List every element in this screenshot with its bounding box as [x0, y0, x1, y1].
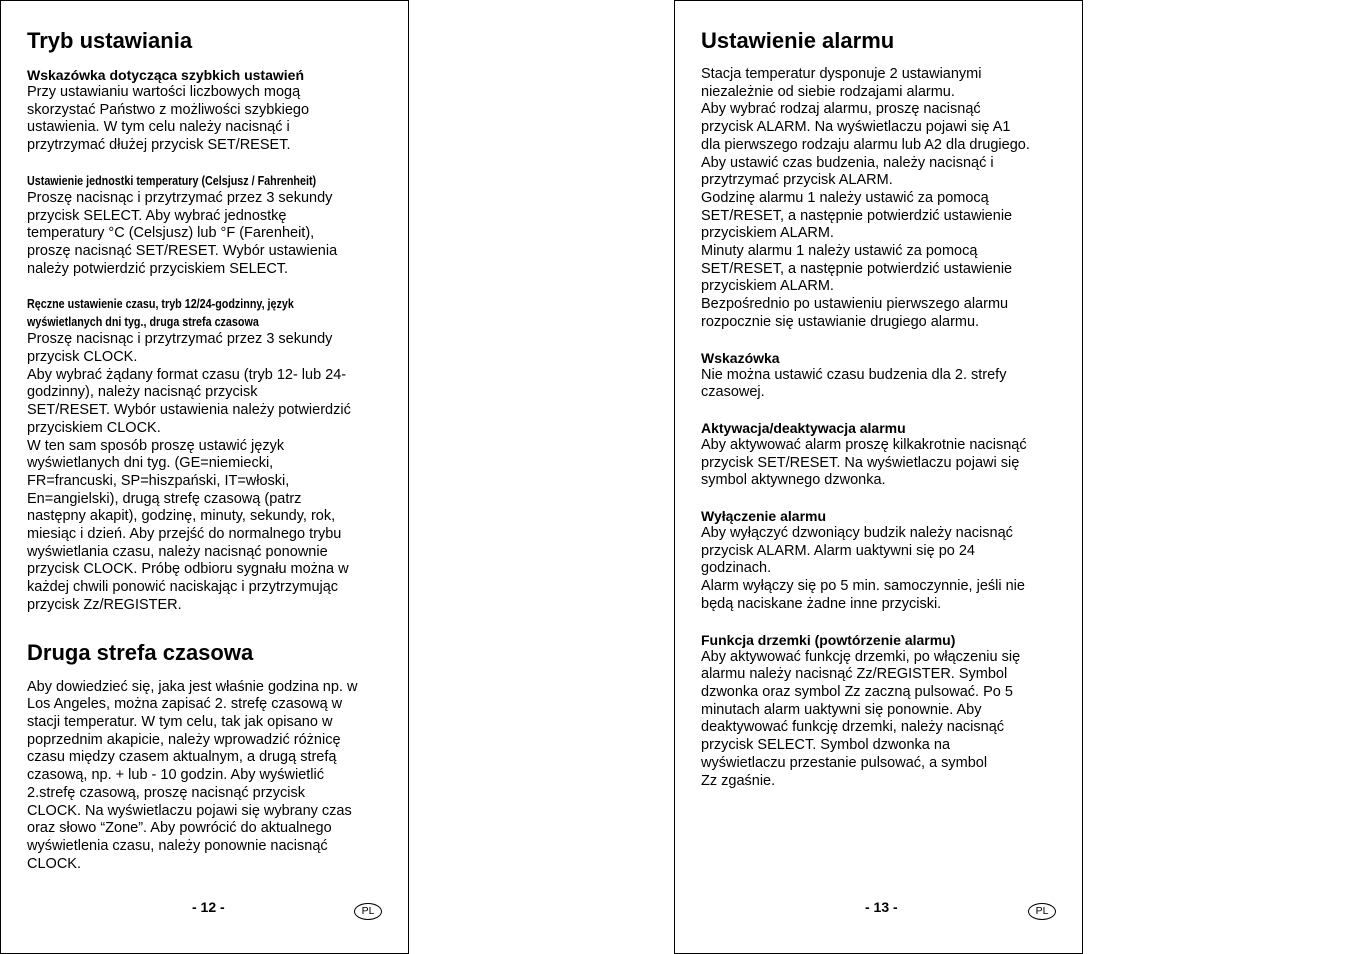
page-right-content: [701, 27, 1061, 790]
section-body-alarm-intro: Stacja temperatur dysponuje 2 ustawianymi niezależnie od siebie rodzajami alarmu. Aby wybrać rodzaj alarmu, proszę nacisnąć przycisk ALARM. Na wyświetlaczu pojawi się A1 dla pierwszego rodzaju alarmu lub A2 dla drugiego. Aby ustawić czas budzenia, należy nacisnąć i przytrzymać przycisk ALARM. Godzinę alarmu 1 należy ustawić za pomocą SET/RESET, a następnie potwierdzić ustawienie przyciskiem ALARM. Minuty alarmu 1 należy ustawić za pomocą SET/RESET, a następnie potwierdzić ustawienie przyciskiem ALARM. Bezpośrednio po ustawieniu pierwszego alarmu rozpocznie się ustawianie drugiego alarmu.: [701, 66, 1030, 330]
section-heading-alarm-off: Wyłączenie alarmu: [701, 508, 827, 525]
section-heading-temperature-unit: Ustawienie jednostki temperatury (Celsjusz / Fahrenheit): [27, 173, 317, 188]
page-title-alarm-setting: Ustawienie alarmu: [701, 28, 895, 53]
section-body-manual-time: Proszę nacisnąc i przytrzymać przez 3 sekundy przycisk CLOCK. Aby wybrać żądany format czasu (tryb 12- lub 24- godzinny), należy nacisnąć przycisk SET/RESET. Wybór ustawienia należy potwierdzić przyciskiem CLOCK. W ten sam sposób proszę ustawić język wyświetlanych dni tyg. (GE=niemiecki, FR=francuski, SP=hiszpański, IT=włoski, En=angielski), drugą strefę czasową (patrz następny akapit), godzinę, minuty, sekundy, rok, miesiąc i dzień. Aby przejść do normalnego trybu wyświetlania czasu, należy nacisnąć ponownie przycisk CLOCK. Próbę odbioru sygnału można w każdej chwili ponowić naciskając i przytrzymując przycisk Zz/REGISTER.: [27, 331, 351, 613]
section-heading-alarm-activation: Aktywacja/deaktywacja alarmu: [701, 419, 906, 436]
page-left: [0, 0, 409, 954]
page-title-second-timezone: Druga strefa czasowa: [27, 639, 254, 665]
section-heading-manual-time-line1: Ręczne ustawienie czasu, tryb 12/24-godzinny, język: [27, 297, 294, 312]
section-heading-quick-settings: Wskazówka dotycząca szybkich ustawień: [27, 67, 304, 83]
page-left-content: [27, 27, 387, 873]
section-body-alarm-off: Aby wyłączyć dzwoniący budzik należy nacisnąć przycisk ALARM. Alarm uaktywni się po 24 godzinach. Alarm wyłączy się po 5 min. samoczynnie, jeśli nie będą naciskane żadne inne przyciski.: [701, 525, 1025, 612]
page-title-setup-mode: Tryb ustawiania: [27, 28, 193, 53]
section-heading-manual-time-line2: wyświetlanych dni tyg., druga strefa czasowa: [27, 315, 259, 330]
section-body-alarm-activation: Aby aktywować alarm proszę kilkakrotnie nacisnąć przycisk SET/RESET. Na wyświetlaczu pojawi się symbol aktywnego dzwonka.: [701, 436, 1027, 489]
section-heading-hint: Wskazówka: [701, 349, 780, 366]
page-number: - 12 -: [192, 899, 225, 915]
section-body-temperature-unit: Proszę nacisnąc i przytrzymać przez 3 sekundy przycisk SELECT. Aby wybrać jednostkę temperatury °C (Celsjusz) lub °F (Farenheit), proszę nacisnąć SET/RESET. Wybór ustawienia należy potwierdzić przyciskiem SELECT.: [27, 189, 338, 277]
section-body-second-timezone: Aby dowiedzieć się, jaka jest właśnie godzina np. w Los Angeles, można zapisać 2. strefę czasową w stacji temperatur. W tym celu, tak jak opisano w poprzednim akapicie, należy wprowadzić różnicę czasu między czasem aktualnym, a drugą strefą czasową, np. + lub - 10 godzin. Aby wyświetlić 2.strefę czasową, proszę nacisnąć przycisk CLOCK. Na wyświetlaczu pojawi się wybrany czas oraz słowo “Zone”. Aby powrócić do aktualnego wyświetlenia czasu, należy ponownie nacisnąć CLOCK.: [27, 678, 358, 872]
language-badge: PL: [354, 903, 382, 920]
section-body-snooze: Aby aktywować funkcję drzemki, po włączeniu się alarmu należy nacisnąć Zz/REGISTER. Symbol dzwonka oraz symbol Zz zaczną pulsować. Po 5 minutach alarm uaktywni się ponownie. Aby deaktywować funkcję drzemki, należy nacisnąć przycisk SELECT. Symbol dzwonka na wyświetlaczu przestanie pulsować, a symbol Zz zgaśnie.: [701, 648, 1021, 789]
language-badge: PL: [1028, 903, 1056, 920]
section-body-hint: Nie można ustawić czasu budzenia dla 2. strefy czasowej.: [701, 366, 1007, 401]
section-heading-snooze: Funkcja drzemki (powtórzenie alarmu): [701, 631, 956, 648]
section-body-quick-settings: Przy ustawianiu wartości liczbowych mogą skorzystać Państwo z możliwości szybkiego ustawienia. W tym celu należy nacisnąć i przytrzymać dłużej przycisk SET/RESET.: [27, 84, 310, 154]
page-number: - 13 -: [865, 899, 898, 915]
page-right: [674, 0, 1083, 954]
